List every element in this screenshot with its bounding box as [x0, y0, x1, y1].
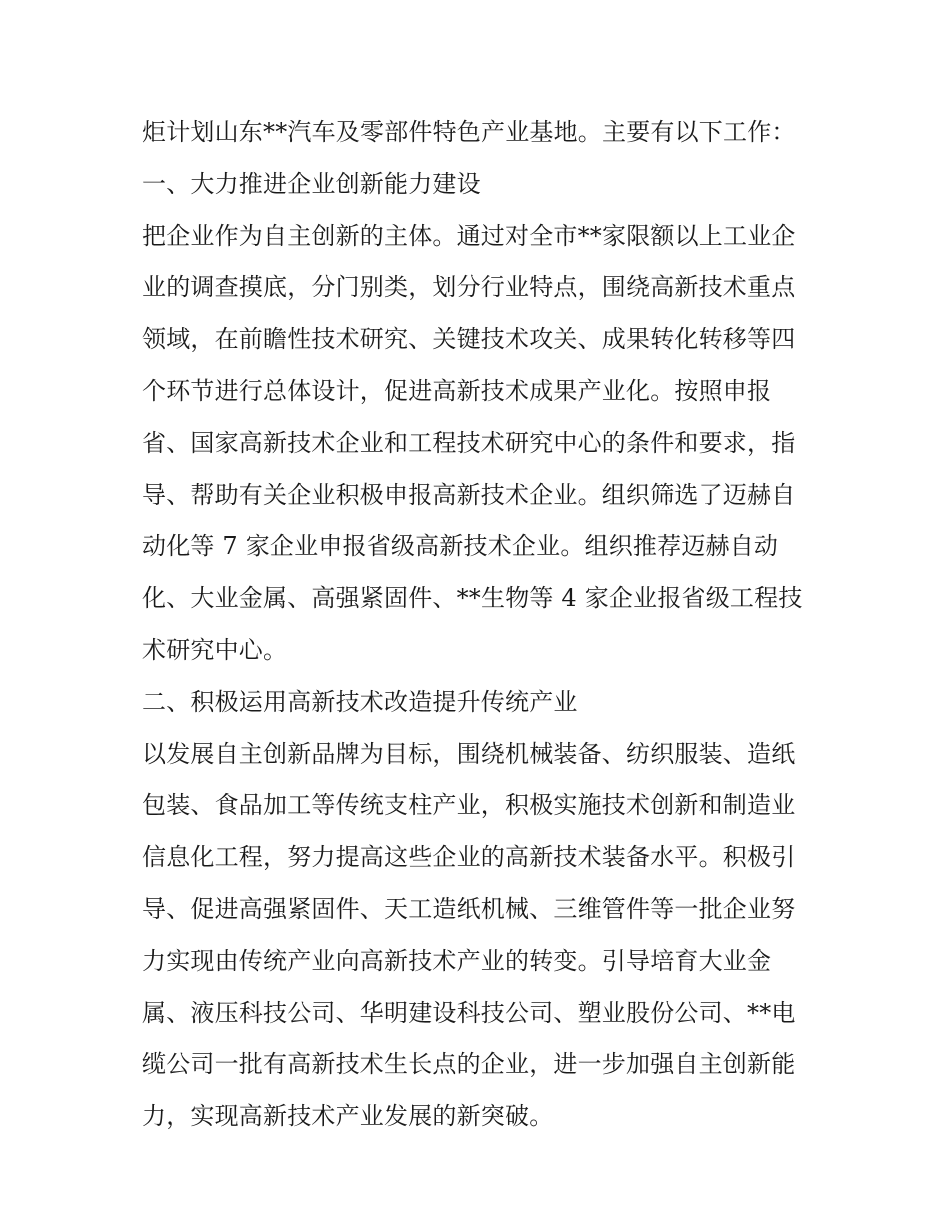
document-body — [142, 107, 822, 1143]
paragraph-line: 属、液压科技公司、华明建设科技公司、塑业股份公司、**电 — [142, 998, 796, 1027]
paragraph-line: 包装、食品加工等传统支柱产业，积极实施技术创新和制造业 — [142, 791, 796, 820]
section-heading-1: 一、大力推进企业创新能力建设 — [142, 169, 481, 198]
paragraph-line: 业的调查摸底，分门别类，划分行业特点，围绕高新技术重点 — [142, 273, 796, 302]
paragraph-line: 个环节进行总体设计，促进高新技术成果产业化。按照申报 — [142, 376, 772, 405]
paragraph-line: 缆公司一批有高新技术生长点的企业，进一步加强自主创新能 — [142, 1050, 796, 1079]
paragraph-line: 动化等 7 家企业申报省级高新技术企业。组织推荐迈赫自动 — [142, 532, 779, 561]
paragraph-line: 信息化工程，努力提高这些企业的高新技术装备水平。积极引 — [142, 843, 796, 872]
paragraph-line: 省、国家高新技术企业和工程技术研究中心的条件和要求，指 — [142, 428, 796, 457]
paragraph-line: 导、帮助有关企业积极申报高新技术企业。组织筛选了迈赫自 — [142, 480, 796, 509]
paragraph-line: 把企业作为自主创新的主体。通过对全市**家限额以上工业企 — [142, 221, 796, 250]
paragraph-line: 力，实现高新技术产业发展的新突破。 — [142, 1102, 554, 1131]
paragraph-line-intro: 炬计划山东**汽车及零部件特色产业基地。主要有以下工作： — [142, 118, 796, 146]
section-heading-2: 二、积极运用高新技术改造提升传统产业 — [142, 687, 578, 716]
paragraph-line: 领域，在前瞻性技术研究、关键技术攻关、成果转化转移等四 — [142, 325, 796, 354]
paragraph-line: 术研究中心。 — [142, 635, 288, 664]
paragraph-line: 力实现由传统产业向高新技术产业的转变。引导培育大业金 — [142, 946, 772, 975]
paragraph-line: 以发展自主创新品牌为目标，围绕机械装备、纺织服装、造纸 — [142, 739, 796, 768]
paragraph-line: 导、促进高强紧固件、天工造纸机械、三维管件等一批企业努 — [142, 894, 796, 923]
paragraph-line: 化、大业金属、高强紧固件、**生物等 4 家企业报省级工程技 — [142, 584, 803, 613]
